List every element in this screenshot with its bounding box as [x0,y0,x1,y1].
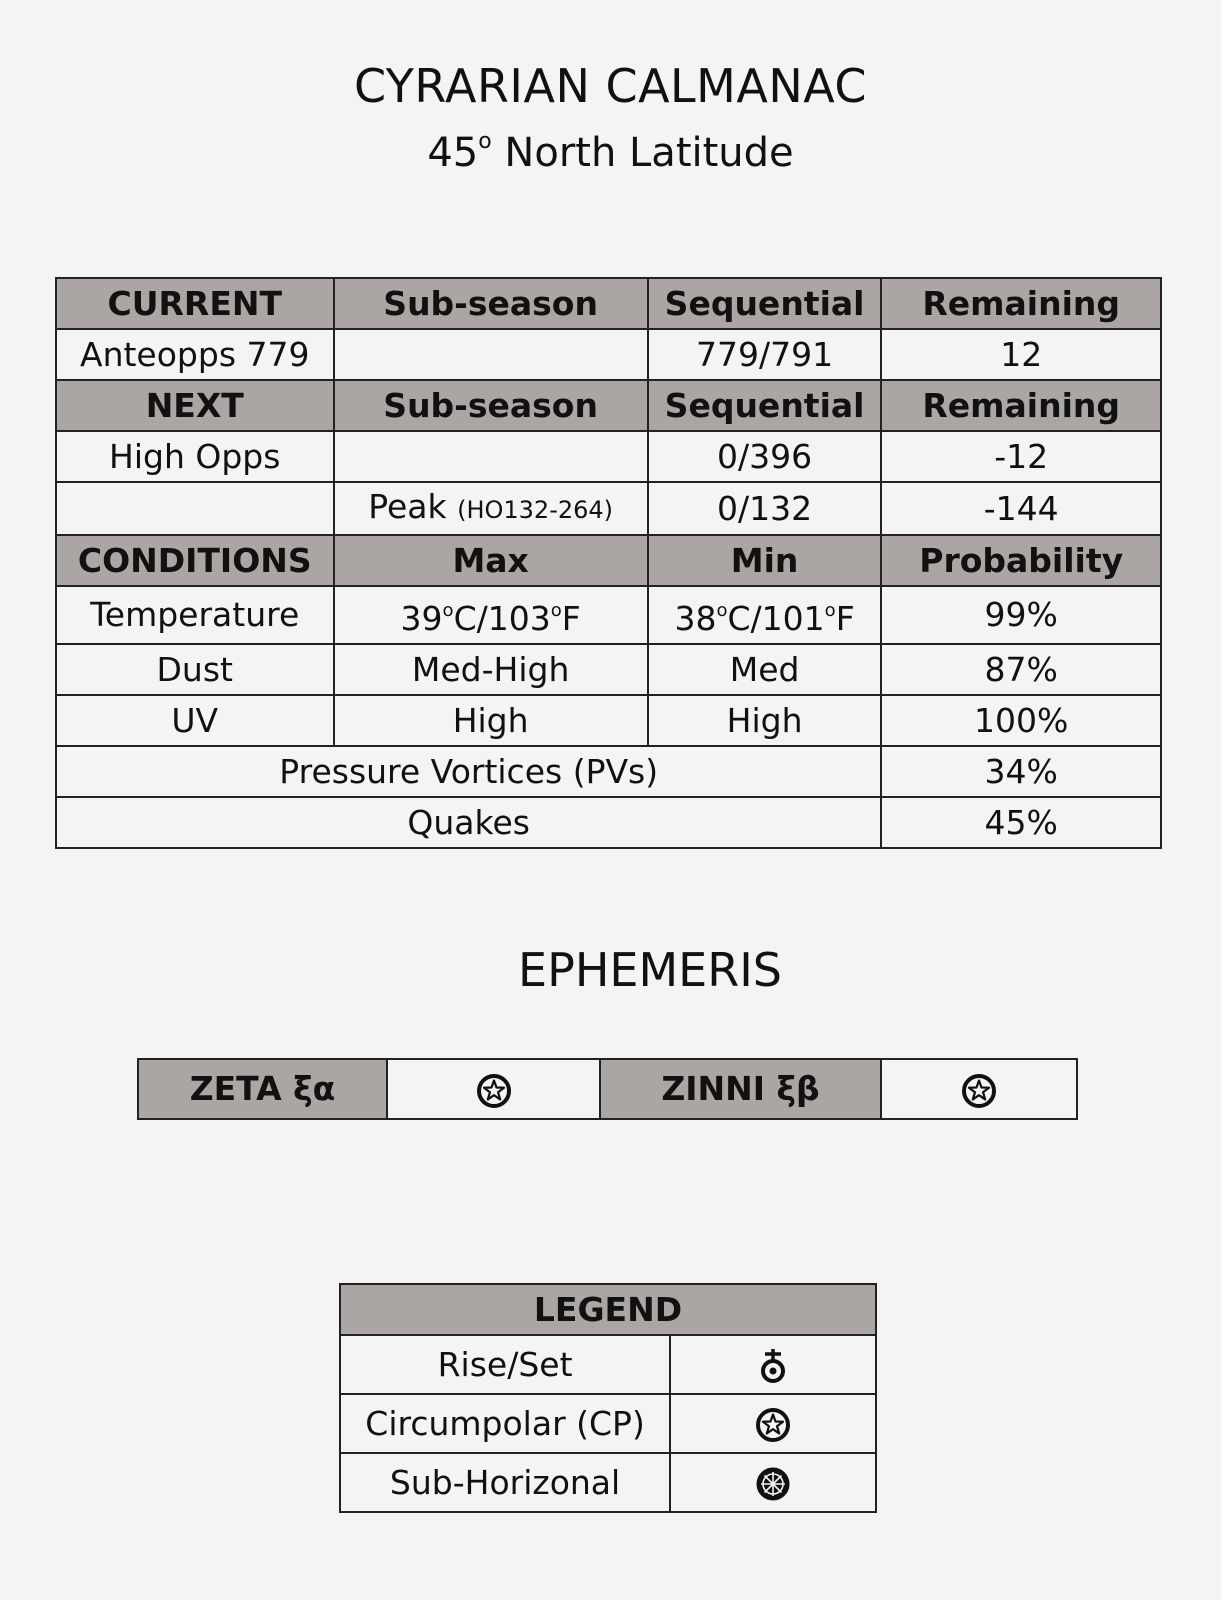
peak-range-note: (HO132-264) [457,496,614,524]
temperature-label: Temperature [56,586,334,644]
pvs-probability: 34% [881,746,1161,797]
temperature-row [56,586,1161,644]
current-header: CURRENT [56,278,334,329]
conditions-header-row [56,535,1161,586]
dust-min: Med [648,644,882,695]
legend-table [339,1283,877,1513]
calmanac-table [55,277,1162,849]
sequential-header: Sequential [648,278,882,329]
pvs-label: Pressure Vortices (PVs) [56,746,881,797]
next-season-name: High Opps [56,431,334,482]
sub-season-header: Sub-season [334,380,648,431]
legend-item [340,1453,876,1512]
legend-symbol-cell [670,1335,876,1394]
next-remaining: -12 [881,431,1161,482]
zinni-status [881,1059,1077,1119]
ephemeris-table [137,1058,1078,1120]
max-header: Max [334,535,648,586]
legend-label-circumpolar: Circumpolar (CP) [340,1394,670,1453]
sub-horizonal-icon [755,1466,791,1502]
zeta-label: ZETA ξα [138,1059,387,1119]
legend-item [340,1335,876,1394]
sub-season-header: Sub-season [334,278,648,329]
ephemeris-title: EPHEMERIS [518,943,782,997]
peak-row [56,482,1161,535]
peak-season-name [56,482,334,535]
dust-row [56,644,1161,695]
ephemeris-row [138,1059,1077,1119]
probability-header: Probability [881,535,1161,586]
peak-sequential: 0/132 [648,482,882,535]
page-title: CYRARIAN CALMANAC [353,59,868,113]
current-row [56,329,1161,380]
remaining-header: Remaining [881,380,1161,431]
next-row [56,431,1161,482]
circumpolar-icon [476,1073,512,1109]
uv-row [56,695,1161,746]
next-sequential: 0/396 [648,431,882,482]
zinni-label: ZINNI ξβ [600,1059,881,1119]
legend-label-sub-horizonal: Sub-Horizonal [340,1453,670,1512]
pvs-row [56,746,1161,797]
uv-max: High [334,695,648,746]
legend-symbol-cell [670,1394,876,1453]
uv-label: UV [56,695,334,746]
current-header-row [56,278,1161,329]
min-header: Min [648,535,882,586]
next-sub-season [334,431,648,482]
legend-header-row [340,1284,876,1335]
quakes-label: Quakes [56,797,881,848]
legend-label-rise-set: Rise/Set [340,1335,670,1394]
rise-set-icon [756,1347,790,1385]
dust-label: Dust [56,644,334,695]
legend-item [340,1394,876,1453]
latitude-value: 45 [427,130,479,176]
uv-min: High [648,695,882,746]
circumpolar-icon [755,1407,791,1443]
current-sub-season [334,329,648,380]
uv-probability: 100% [881,695,1161,746]
page-subtitle [0,116,1221,179]
next-header: NEXT [56,380,334,431]
latitude-label: North Latitude [491,130,794,176]
current-remaining: 12 [881,329,1161,380]
conditions-header: CONDITIONS [56,535,334,586]
quakes-row [56,797,1161,848]
peak-label: Peak [368,487,447,526]
legend-symbol-cell [670,1453,876,1512]
temperature-max: 39$^o$C/103$^o$F [334,586,648,644]
temperature-probability: 99% [881,586,1161,644]
temperature-min: 38$^o$C/101$^o$F [648,586,882,644]
current-sequential: 779/791 [648,329,882,380]
dust-probability: 87% [881,644,1161,695]
next-header-row [56,380,1161,431]
circumpolar-icon [961,1073,997,1109]
zeta-status [387,1059,600,1119]
sequential-header: Sequential [648,380,882,431]
peak-remaining: -144 [881,482,1161,535]
current-season-name: Anteopps 779 [56,329,334,380]
degree-mark: o [478,129,492,154]
quakes-probability: 45% [881,797,1161,848]
dust-max: Med-High [334,644,648,695]
peak-sub-season [334,482,648,535]
legend-title: LEGEND [340,1284,876,1335]
remaining-header: Remaining [881,278,1161,329]
